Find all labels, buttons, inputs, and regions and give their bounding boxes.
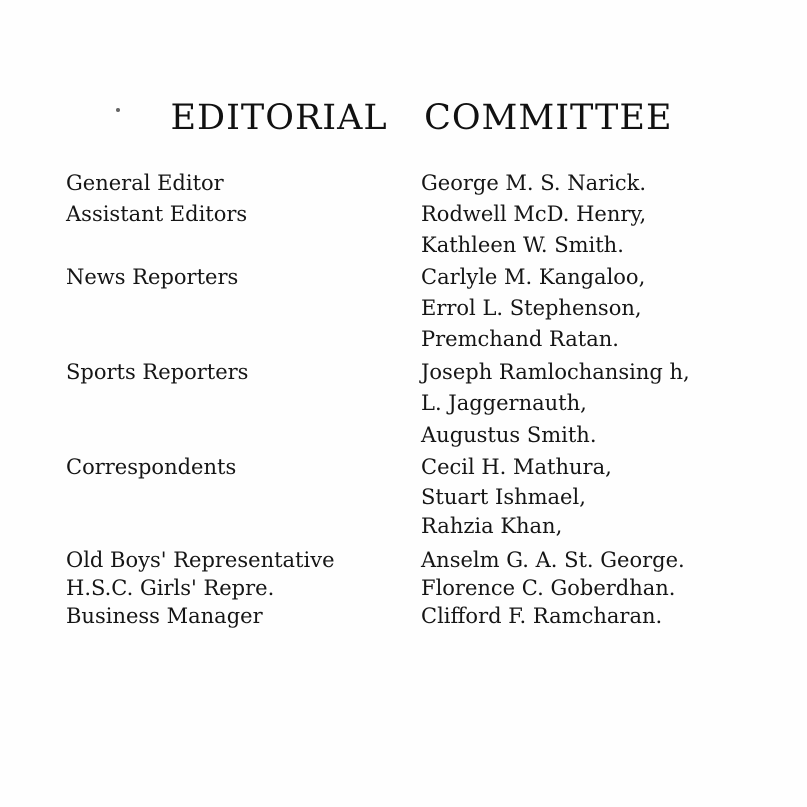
member-name: Joseph Ramlochansing h, [421,360,690,384]
title-word-committee: COMMITTEE [424,98,673,138]
roster-row [0,485,807,516]
member-name: Augustus Smith. [421,423,597,447]
member-name: Clifford F. Ramcharan. [421,604,663,628]
member-name: George M. S. Narick. [421,171,647,195]
roster-row [0,604,807,635]
roster-row [0,455,807,486]
roster-row [0,233,807,264]
member-name: L. Jaggernauth, [421,391,587,415]
member-name: Florence C. Goberdhan. [421,576,676,600]
member-name: Rahzia Khan, [421,514,563,538]
roster-row [0,296,807,327]
roster-row [0,576,807,607]
role-label: Correspondents [66,455,237,479]
roster-row [0,265,807,296]
member-name: Premchand Ratan. [421,327,619,351]
role-label: Old Boys' Representative [66,548,335,572]
member-name: Anselm G. A. St. George. [421,548,685,572]
member-name: Carlyle M. Kangaloo, [421,265,646,289]
role-label: News Reporters [66,265,239,289]
member-name: Rodwell McD. Henry, [421,202,647,226]
roster-row [0,360,807,391]
role-label: Business Manager [66,604,263,628]
roster-row [0,423,807,454]
member-name: Kathleen W. Smith. [421,233,624,257]
page-title [0,98,807,138]
member-name: Errol L. Stephenson, [421,296,642,320]
roster-row [0,548,807,579]
member-name: Cecil H. Mathura, [421,455,612,479]
role-label: General Editor [66,171,224,195]
role-label: H.S.C. Girls' Repre. [66,576,275,600]
roster-row [0,514,807,545]
roster-row [0,327,807,358]
title-word-editorial: EDITORIAL [170,98,388,138]
role-label: Assistant Editors [66,202,248,226]
role-label: Sports Reporters [66,360,249,384]
roster-row [0,171,807,202]
roster-row [0,202,807,233]
committee-roster [0,171,807,651]
roster-row [0,391,807,422]
member-name: Stuart Ishmael, [421,485,586,509]
